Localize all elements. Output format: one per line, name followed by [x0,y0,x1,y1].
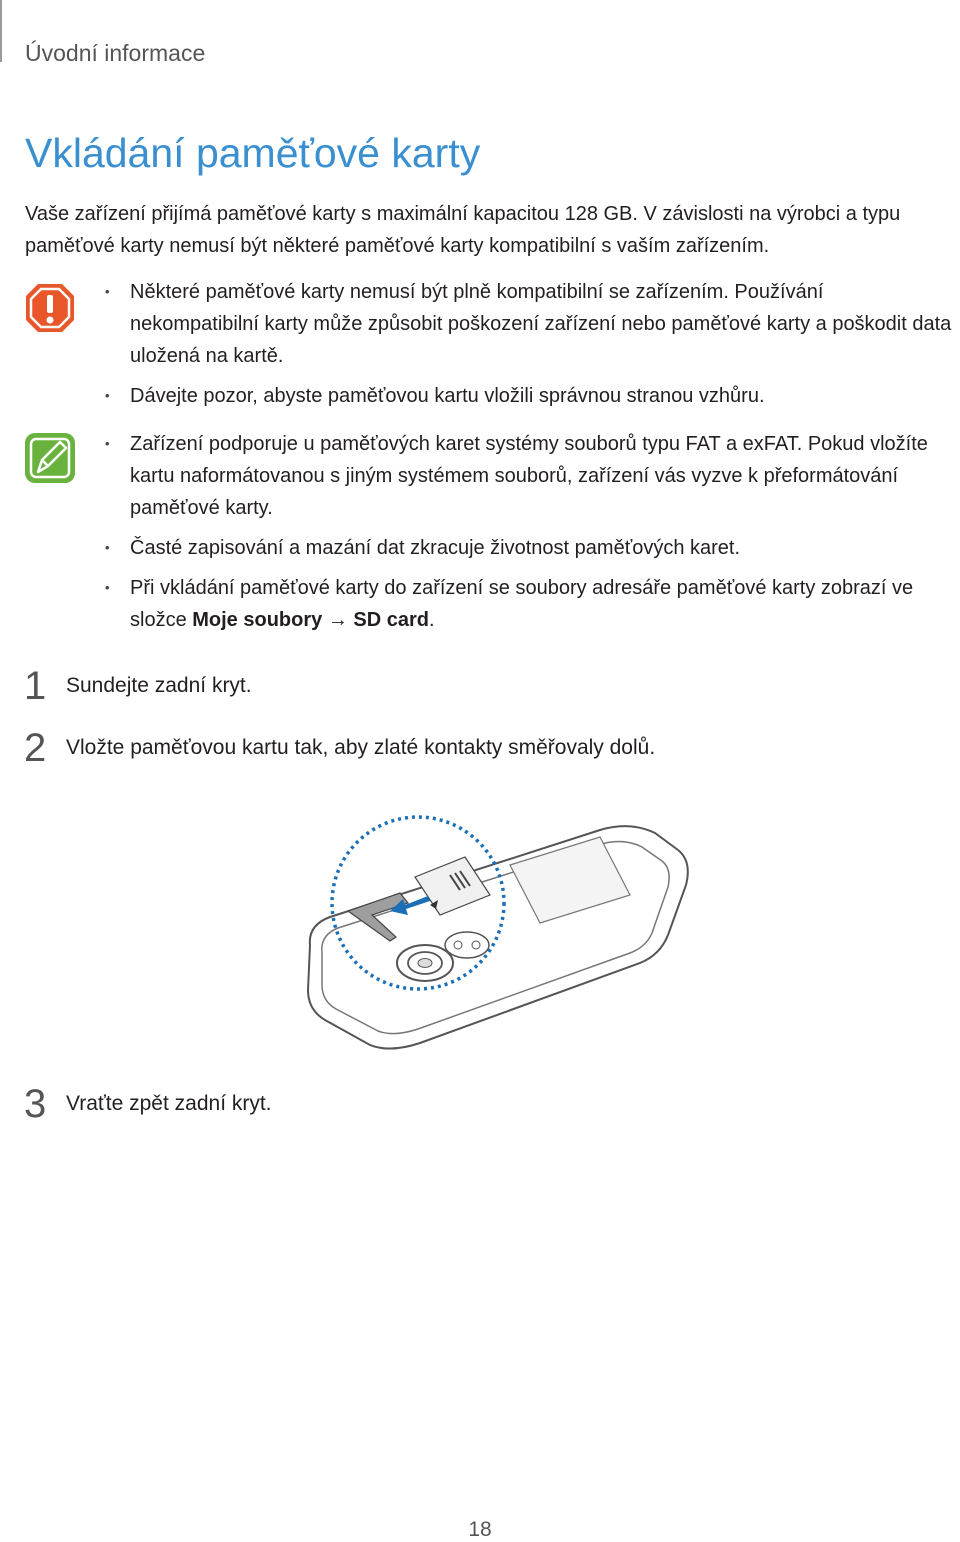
note-list [105,428,955,644]
step-number: 2 [24,726,47,770]
step-text: Sundejte zadní kryt. [66,674,252,697]
folder-name: Moje soubory [192,609,323,631]
section-label: Úvodní informace [25,40,206,66]
path-arrow: → [322,609,354,631]
step-number: 1 [24,664,47,708]
note-item: • Zařízení podporuje u paměťových karet systémy souborů typu FAT a exFAT. Pokud vložíte kartu naformátovanou s jiným systémem souborů, zařízení vás vyzve k přeformátování paměťové karty. [105,428,955,524]
caution-list [105,276,955,420]
header-rule [0,0,2,62]
step-text: Vložte paměťovou kartu tak, aby zlaté kontakty směřovaly dolů. [66,736,656,759]
caution-item: • Dávejte pozor, abyste paměťovou kartu vložili správnou stranou vzhůru. [105,380,955,412]
note-item: • Časté zapisování a mazání dat zkracuje životnost paměťových karet. [105,532,955,564]
caution-icon [24,282,76,334]
sd-card-name: SD card [353,609,429,631]
page-title: Vkládání paměťové karty [25,130,481,176]
intro-paragraph: Vaše zařízení přijímá paměťové karty s maximální kapacitou 128 GB. V závislosti na výrobci a typu paměťové karty nemusí být některé paměťové karty kompatibilní s vaším zařízením. [25,203,901,257]
pencil-icon [24,432,76,484]
page-number: 18 [468,1518,492,1541]
note-item: • Při vkládání paměťové karty do zařízení se soubory adresáře paměťové karty zobrazí ve složce Moje soubory → SD card. [105,572,955,636]
memory-card-illustration [300,795,690,1060]
caution-item: • Některé paměťové karty nemusí být plně kompatibilní se zařízením. Používání nekompatibilní karty může způsobit poškození zařízení nebo paměťové karty a poškodit data uložená na kartě. [105,276,955,372]
step-text: Vraťte zpět zadní kryt. [66,1092,272,1115]
step-number: 3 [24,1082,47,1126]
